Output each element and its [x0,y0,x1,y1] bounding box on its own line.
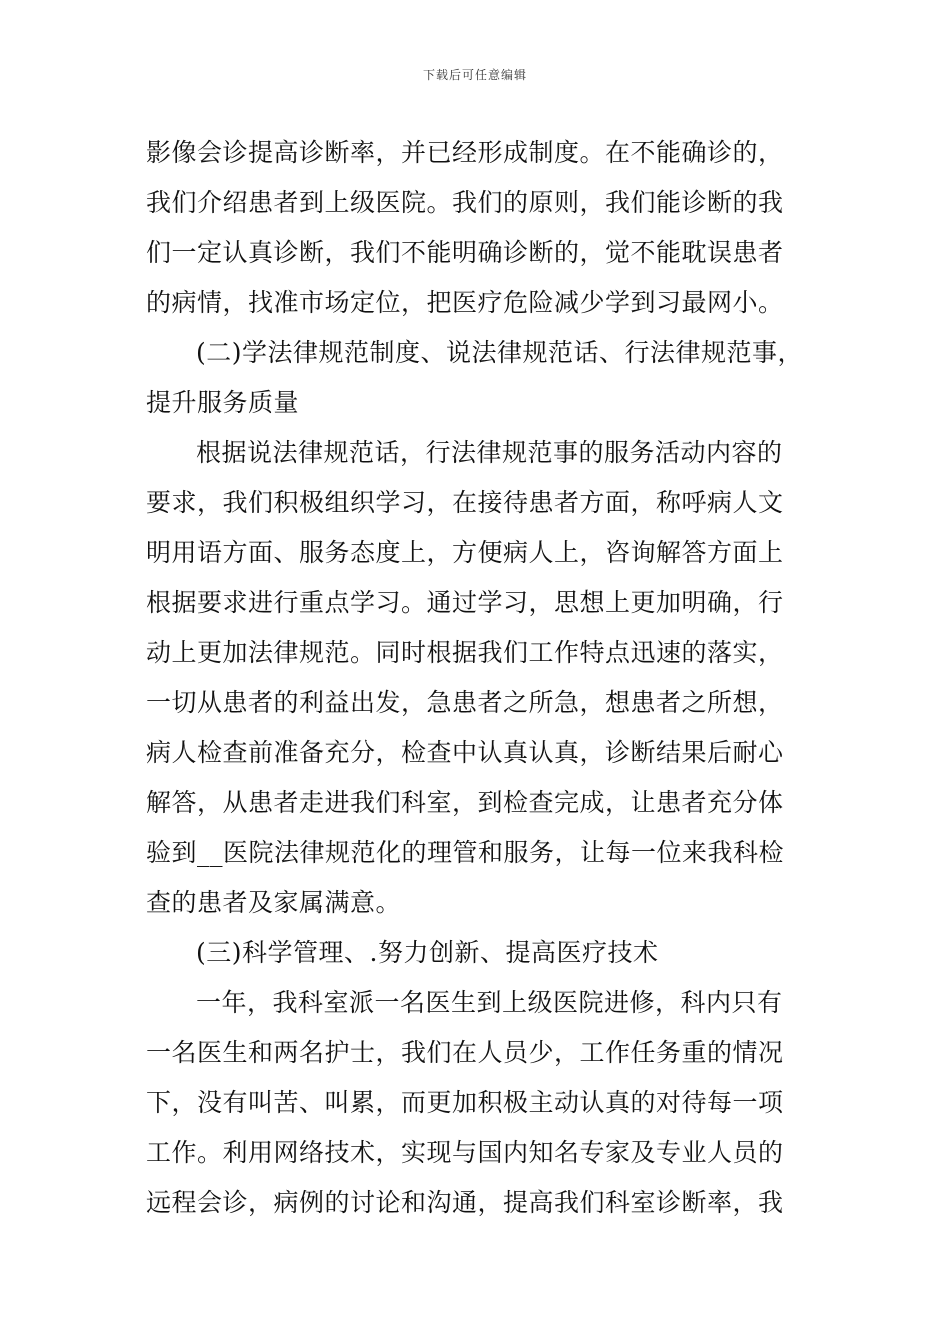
document-body [146,128,818,1228]
text-line: 下，没有叫苦、叫累，而更加积极主动认真的对待每一项 [146,1088,784,1117]
section-heading [146,928,818,978]
text-line: 动上更加法律规范。同时根据我们工作特点迅速的落实， [146,638,784,667]
text-line: 的病情，找准市场定位，把医疗危险减少学到习最网小。 [146,288,784,317]
text-line: 明用语方面、服务态度上，方便病人上，咨询解答方面上 [146,538,784,567]
text-line: 查的患者及家属满意。 [146,888,402,917]
text-line: 根据要求进行重点学习。通过学习，思想上更加明确，行 [146,588,784,617]
text-line: (三)科学管理、.努力创新、提高医疗技术 [196,938,659,967]
text-line: 提升服务质量 [146,388,300,417]
text-line: 我们介绍患者到上级医院。我们的原则，我们能诊断的我 [146,188,784,217]
text-line: 解答，从患者走进我们科室，到检查完成，让患者充分体 [146,788,784,817]
text-line: 验到__医院法律规范化的理管和服务，让每一位来我科检 [146,838,785,867]
text-line: 工作。利用网络技术，实现与国内知名专家及专业人员的 [146,1138,784,1167]
text-line: (二)学法律规范制度、说法律规范话、行法律规范事， [196,338,804,367]
text-line: 远程会诊，病例的讨论和沟通，提高我们科室诊断率，我 [146,1188,784,1217]
text-line: 病人检查前准备充分，检查中认真认真，诊断结果后耐心 [146,738,784,767]
section-heading [146,328,818,428]
text-line: 要求，我们积极组织学习，在接待患者方面，称呼病人文 [146,488,784,517]
text-line: 根据说法律规范话，行法律规范事的服务活动内容的 [196,438,783,467]
page-header: 下载后可任意编辑 [422,68,527,82]
paragraph [146,978,818,1228]
text-line: 影像会诊提高诊断率，并已经形成制度。在不能确诊的， [146,138,784,167]
text-line: 一切从患者的利益出发，急患者之所急，想患者之所想， [146,688,784,717]
paragraph [146,428,818,928]
text-line: 一名医生和两名护士，我们在人员少，工作任务重的情况 [146,1038,784,1067]
paragraph [146,128,818,328]
text-line: 们一定认真诊断，我们不能明确诊断的，觉不能耽误患者 [146,238,784,267]
text-line: 一年，我科室派一名医生到上级医院进修，科内只有 [196,988,783,1017]
